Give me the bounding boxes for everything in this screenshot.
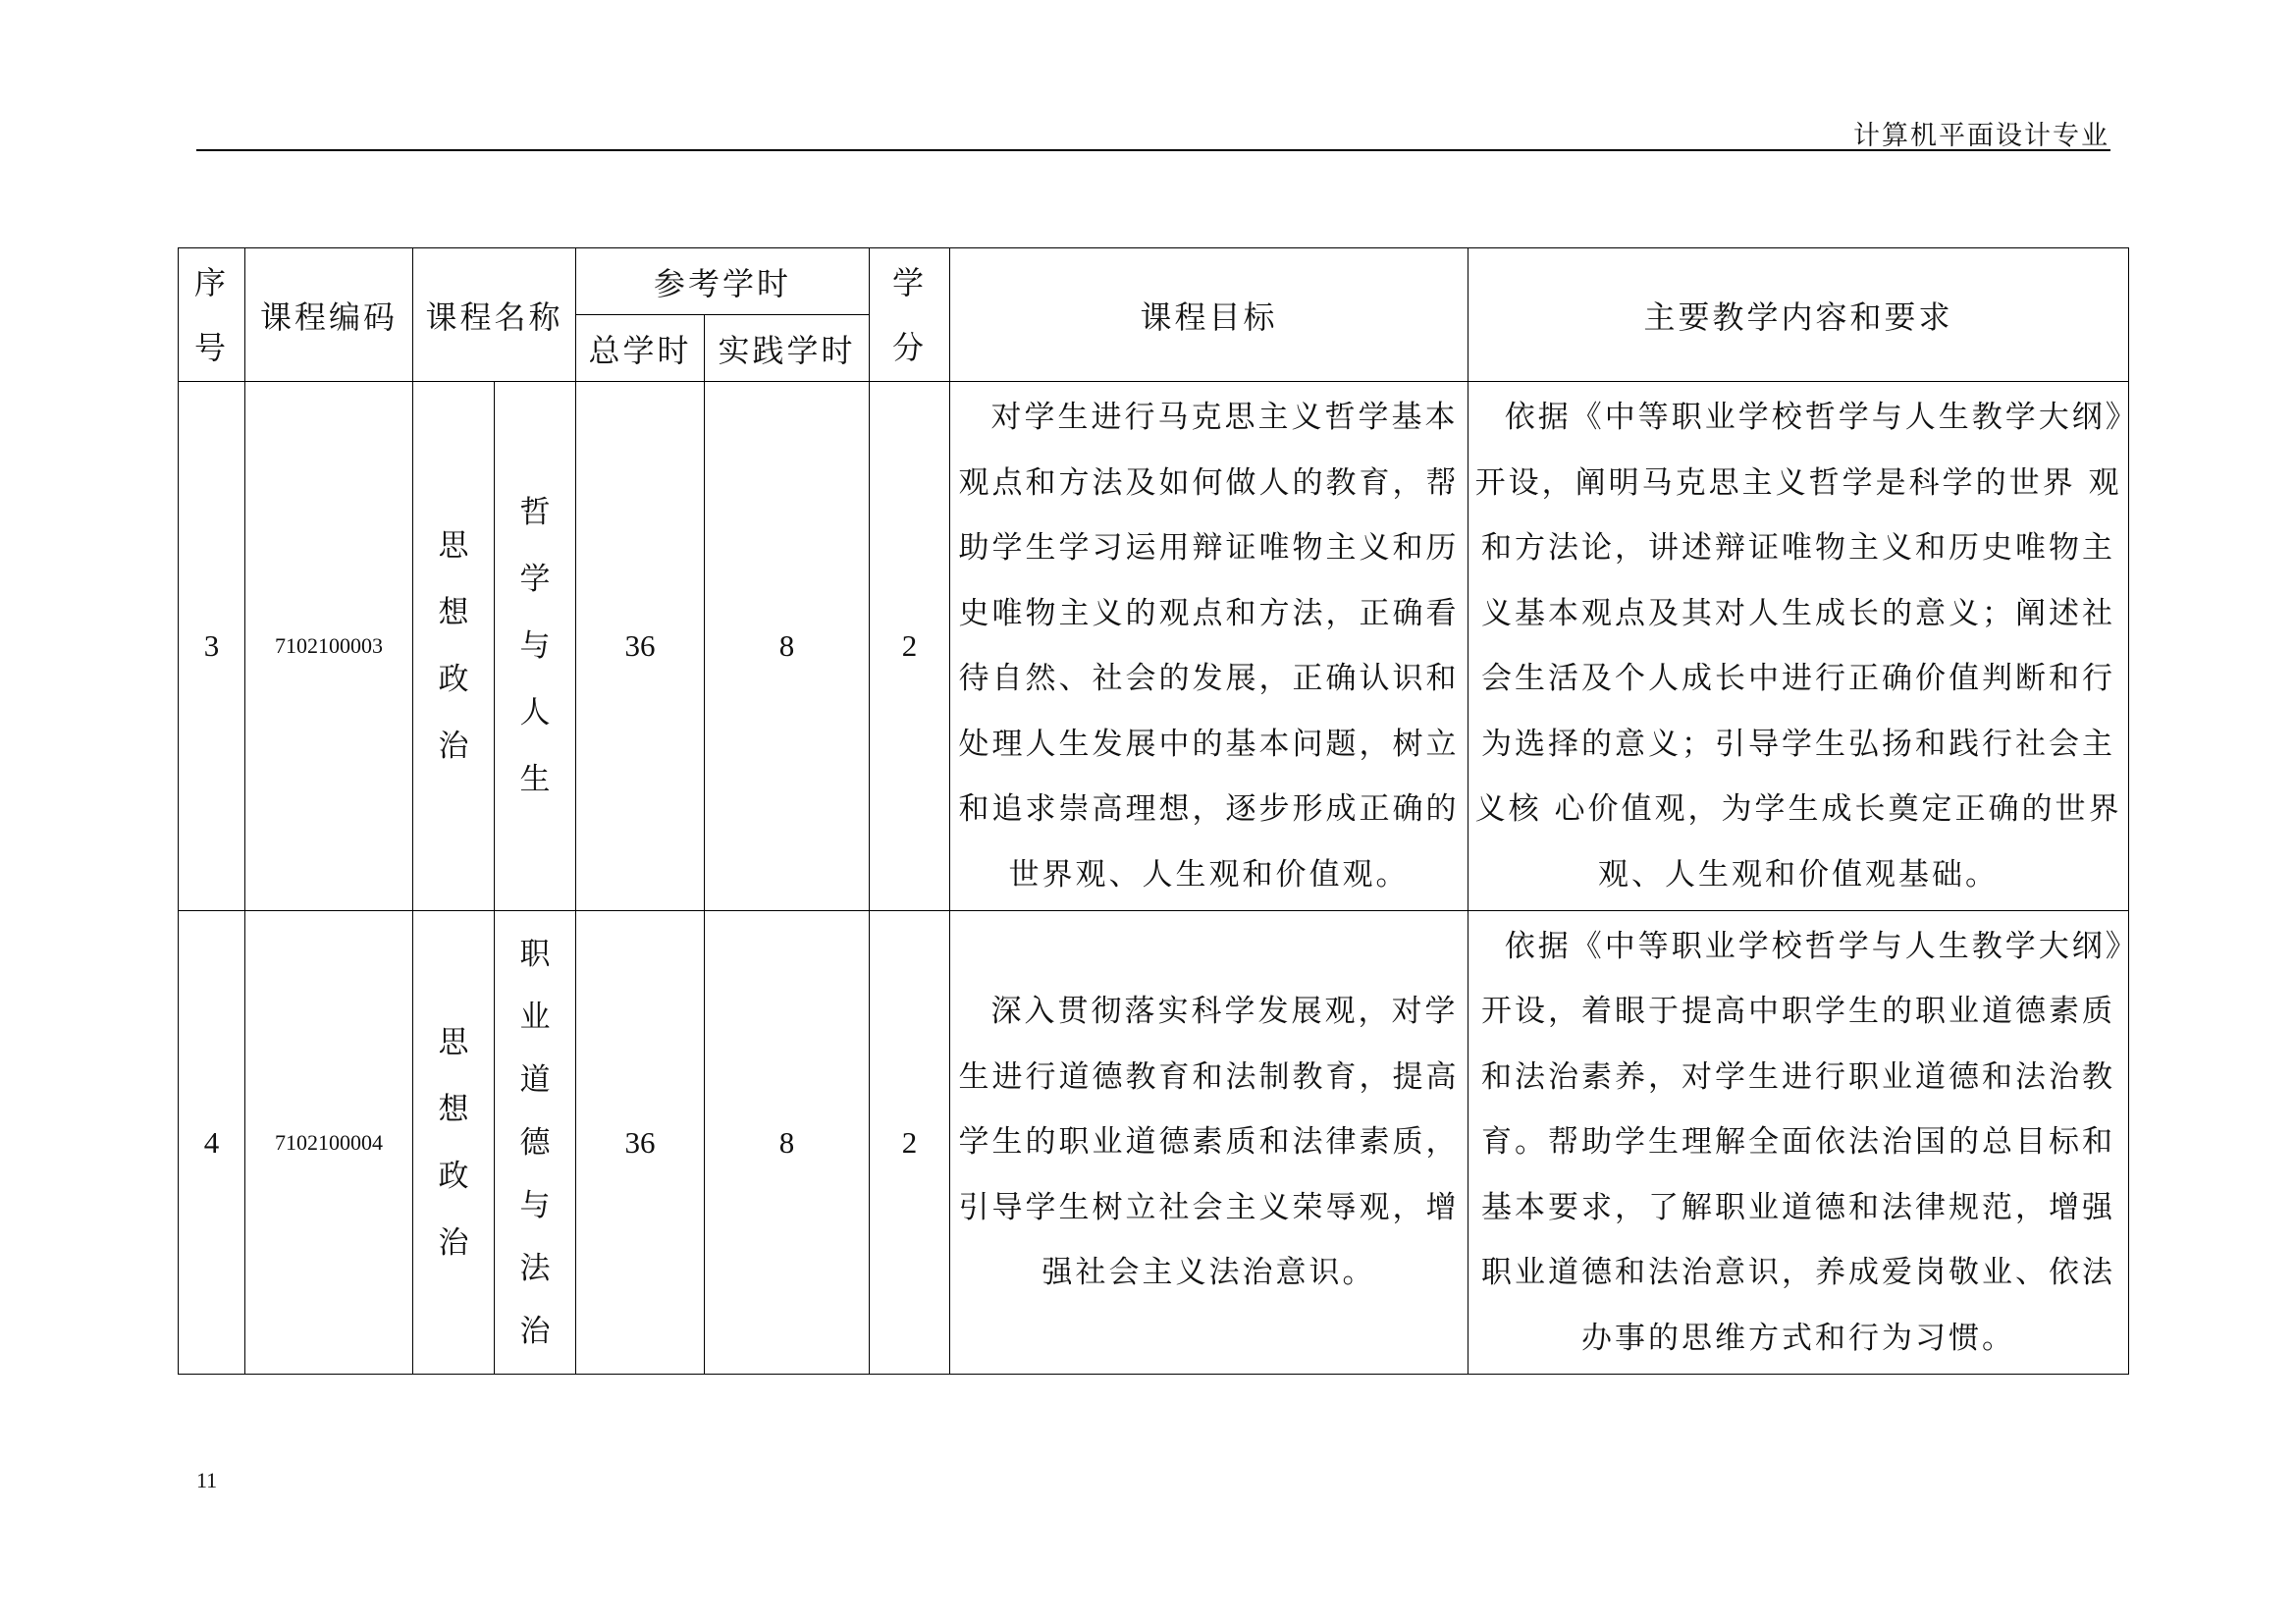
header-goal: 课程目标 <box>950 248 1468 382</box>
header-content: 主要教学内容和要求 <box>1468 248 2129 382</box>
vertical-char: 与 <box>519 1187 551 1223</box>
header-credit-char-1: 学 <box>892 263 928 301</box>
table-row <box>179 382 2129 911</box>
row-course-name <box>495 382 576 911</box>
header-seq <box>179 248 245 382</box>
row-total-hours: 36 <box>576 382 705 911</box>
table-row <box>179 911 2129 1375</box>
page-header-title: 计算机平面设计专业 <box>1853 121 2109 151</box>
row-category <box>413 382 495 911</box>
vertical-char: 人 <box>519 695 551 731</box>
vertical-char: 思 <box>438 1024 469 1060</box>
header-code: 课程编码 <box>245 248 413 382</box>
header-name: 课程名称 <box>413 248 576 382</box>
vertical-char: 思 <box>438 528 469 564</box>
row-course-content <box>1468 911 2129 1375</box>
row-practice-hours: 8 <box>705 382 870 911</box>
row-course-code: 7102100003 <box>245 382 413 911</box>
row-category <box>413 911 495 1375</box>
header-row-top <box>179 248 2129 315</box>
page-number: 11 <box>196 1468 218 1492</box>
vertical-char: 想 <box>438 595 469 630</box>
vertical-char: 业 <box>519 999 551 1035</box>
vertical-char: 哲 <box>519 495 551 530</box>
row-course-content <box>1468 382 2129 911</box>
row-seq: 3 <box>179 382 245 911</box>
row-credit: 2 <box>870 382 950 911</box>
vertical-char: 德 <box>519 1124 551 1161</box>
header-credit-char-2: 分 <box>892 328 928 366</box>
vertical-char: 想 <box>438 1091 469 1127</box>
row-course-goal <box>950 911 1468 1375</box>
row-course-name <box>495 911 576 1375</box>
vertical-char: 职 <box>519 936 551 972</box>
vertical-char: 生 <box>519 762 551 797</box>
header-divider <box>196 149 2110 151</box>
row-course-goal <box>950 382 1468 911</box>
header-practice-hours: 实践学时 <box>705 315 870 382</box>
header-seq-char-2: 号 <box>193 328 229 366</box>
vertical-char: 政 <box>438 662 469 697</box>
vertical-char: 道 <box>519 1061 551 1098</box>
vertical-char: 治 <box>438 729 469 764</box>
course-table <box>178 247 2129 1375</box>
row-course-goal-text: 对学生进行马克思主义哲学基本观点和方法及如何做人的教育，帮助学生学习运用辩证唯物主义和历史唯物主义的观点和方法，正确看待自然、社会的发展，正确认识和处理人生发展中的基本问题，树立和追求崇高理想，逐步形成正确的世界观、人生观和价值观。 <box>958 400 1460 893</box>
row-course-content-text: 依据《中等职业学校哲学与人生教学大纲》开设，着眼于提高中职学生的职业道德素质和法治素养，对学生进行职业道德和法治教育。帮助学生理解全面依法治国的总目标和基本要求，了解职业道德和法律规范，增强职业道德和法治意识，养成爱岗敬业、依法办事的思维方式和行为习惯。 <box>1481 928 2124 1356</box>
vertical-char: 治 <box>519 1313 551 1349</box>
row-course-content-text: 依据《中等职业学校哲学与人生教学大纲》开设，阐明马克思主义哲学是科学的世界 观和方法论，讲述辩证唯物主义和历史唯物主 义基本观点及其对人生成长的意义；阐述社会生活及个人成长中进行正确价值判断和行为选择的意义；引导学生弘扬和践行社会主义核 心价值观，为学生成长奠定正确的世界观、人生观和价值观基础。 <box>1474 400 2124 893</box>
vertical-char: 法 <box>519 1250 551 1286</box>
row-seq: 4 <box>179 911 245 1375</box>
header-credit <box>870 248 950 382</box>
row-credit: 2 <box>870 911 950 1375</box>
vertical-char: 学 <box>519 562 551 597</box>
row-course-code: 7102100004 <box>245 911 413 1375</box>
header-ref-hours: 参考学时 <box>576 248 870 315</box>
header-total-hours: 总学时 <box>576 315 705 382</box>
row-course-goal-text: 深入贯彻落实科学发展观，对学生进行道德教育和法制教育，提高学生的职业道德素质和法律素质，引导学生树立社会主义荣辱观，增强社会主义法治意识。 <box>958 994 1460 1291</box>
vertical-char: 政 <box>438 1158 469 1194</box>
row-practice-hours: 8 <box>705 911 870 1375</box>
vertical-char: 与 <box>519 628 551 664</box>
header-seq-char-1: 序 <box>193 263 229 301</box>
vertical-char: 治 <box>438 1224 469 1261</box>
row-total-hours: 36 <box>576 911 705 1375</box>
